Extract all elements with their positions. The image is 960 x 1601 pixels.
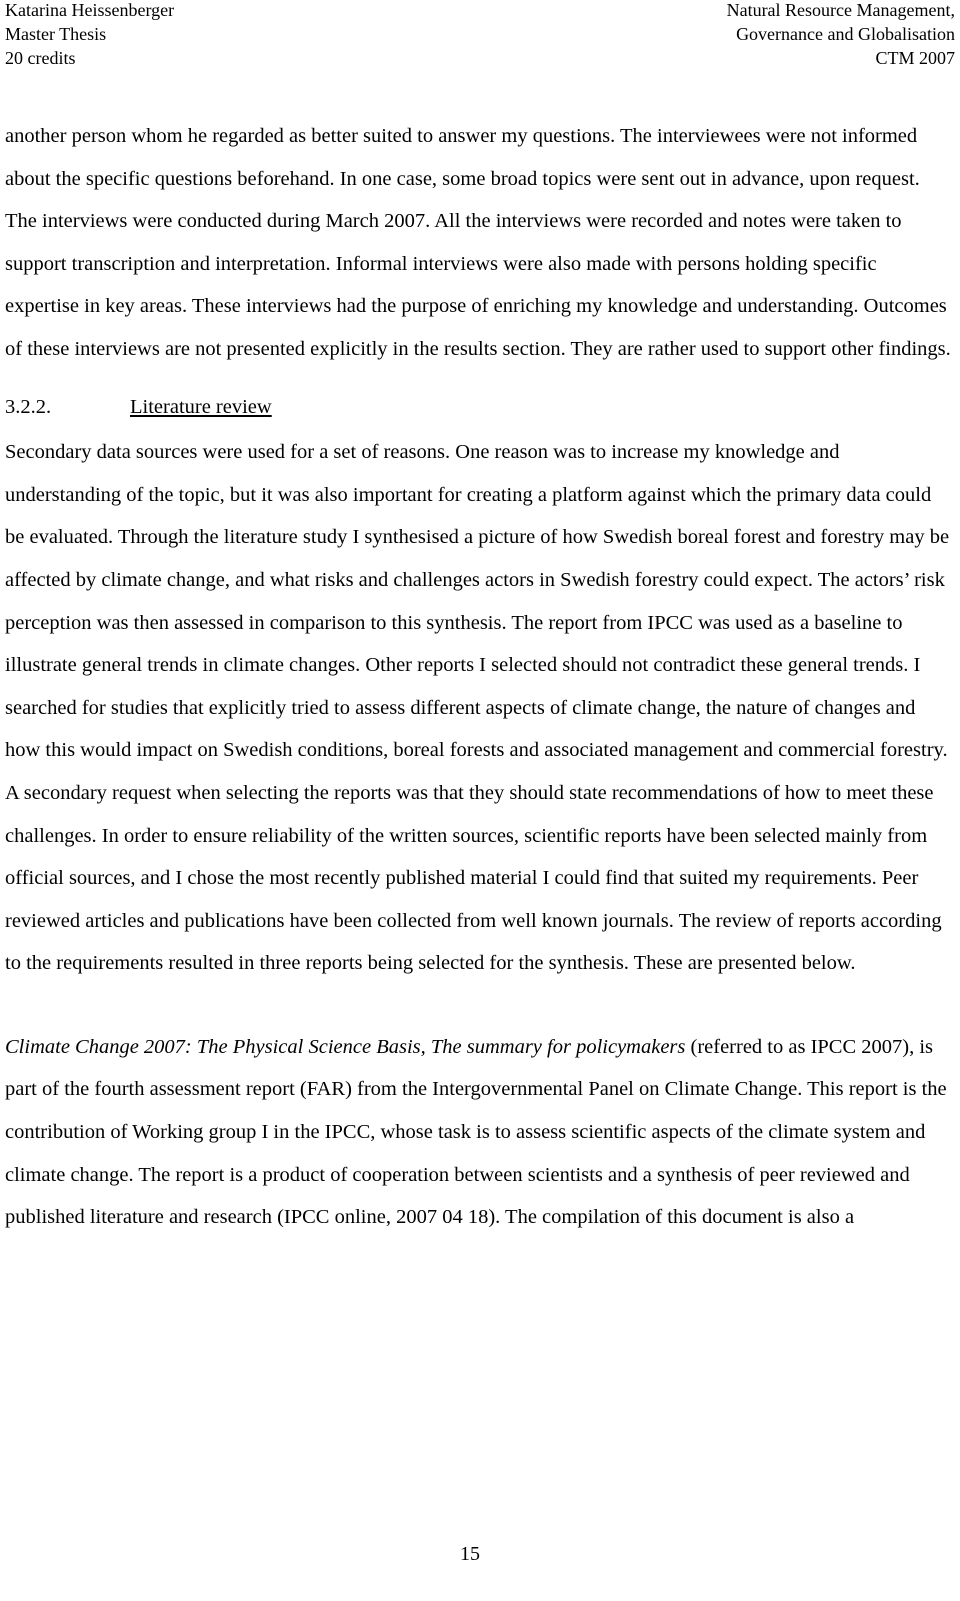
ipcc-description: (referred to as IPCC 2007), is part of the fourth assessment report (FAR) from the Intergovernmental Panel on Climate Change. This report is the contribution of Working group I in the IPCC, whose task is to assess scientific aspects of the climate system and climate change. The report is a product of cooperation between scientists and a synthesis of peer reviewed and published literature and research (IPCC online, 2007 04 18). The compilation of this document is also a: [5, 1035, 947, 1229]
ipcc-report-title: Climate Change 2007: The Physical Science Basis, The summary for policymakers: [5, 1035, 686, 1058]
section-heading: [5, 386, 955, 429]
header-right-block: [727, 0, 955, 70]
paragraph-interviews: another person whom he regarded as better suited to answer my questions. The interviewees were not informed about the specific questions beforehand. In one case, some broad topics were sent out in advance, upon request. The interviews were conducted during March 2007. All the interviews were recorded and notes were taken to support transcription and interpretation. Informal interviews were also made with persons holding specific expertise in key areas. These interviews had the purpose of enriching my knowledge and understanding. Outcomes of these interviews are not presented explicitly in the results section. They are rather used to support other findings.: [5, 125, 951, 360]
page-body: [5, 115, 955, 1239]
program-name-line-2: Governance and Globalisation: [736, 24, 955, 44]
paragraph-ipcc: [5, 1026, 955, 1239]
document-type: Master Thesis: [5, 24, 107, 44]
author-name: Katarina Heissenberger: [5, 0, 175, 20]
section-title: Literature review: [130, 395, 272, 418]
section-number: 3.2.2.: [5, 395, 52, 418]
paragraph-literature-review: Secondary data sources were used for a set of reasons. One reason was to increase my knowledge and understanding of the topic, but it was also important for creating a platform against which the primary data could be evaluated. Through the literature study I synthesised a picture of how Swedish boreal forest and forestry may be affected by climate change, and what risks and challenges actors in Swedish forestry could expect. The actors’ risk perception was then assessed in comparison to this synthesis. The report from IPCC was used as a baseline to illustrate general trends in climate changes. Other reports I selected should not contradict these general trends. I searched for studies that explicitly tried to assess different aspects of climate change, the nature of changes and how this would impact on Swedish conditions, boreal forests and associated management and commercial forestry. A secondary request when selecting the reports was that they should state recommendations of how to meet these challenges. In order to ensure reliability of the written sources, scientific reports have been selected mainly from official sources, and I chose the most recently published material I could find that suited my requirements. Peer reviewed articles and publications have been collected from well known journals. The review of reports according to the requirements resulted in three reports being selected for the synthesis. These are presented below.: [5, 441, 950, 975]
page-header: [5, 0, 955, 72]
header-left-block: [5, 0, 174, 70]
credits: 20 credits: [5, 48, 76, 68]
program-code: CTM 2007: [875, 48, 955, 68]
page-number: 15: [460, 1543, 480, 1565]
program-name-line-1: Natural Resource Management,: [726, 0, 955, 20]
